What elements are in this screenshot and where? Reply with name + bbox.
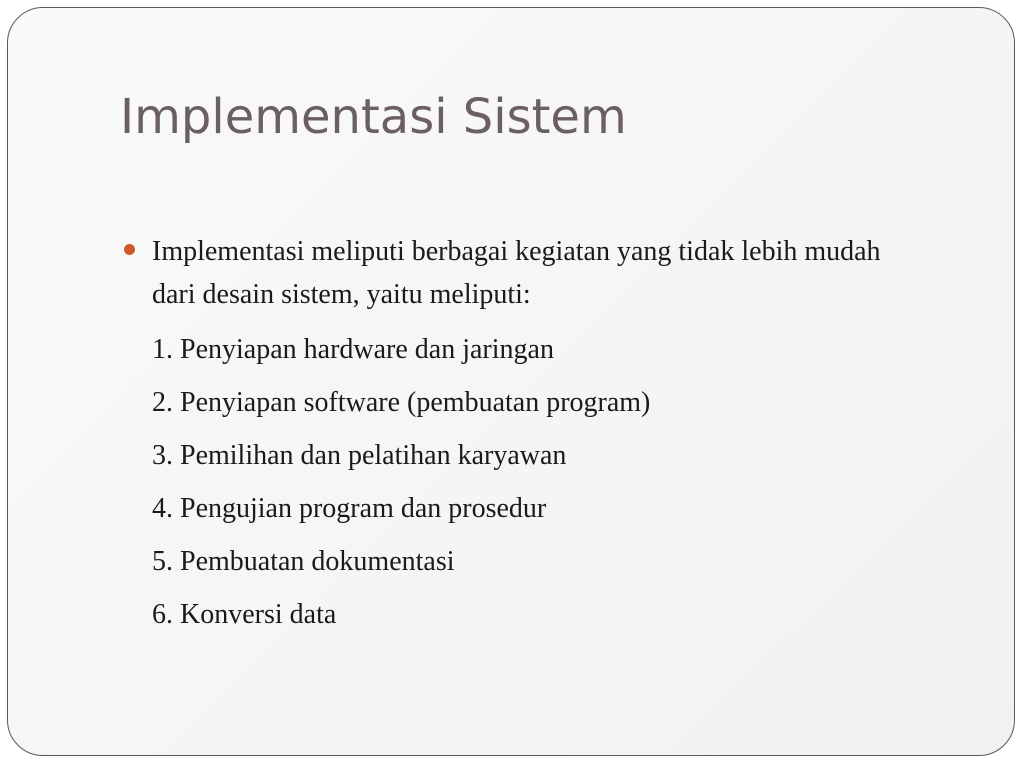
slide (7, 7, 1015, 756)
slide-title: Implementasi Sistem (120, 89, 627, 145)
list-item: 5. Pembuatan dokumentasi (152, 546, 455, 577)
list-item: 3. Pemilihan dan pelatihan karyawan (152, 440, 567, 471)
list-item: 2. Penyiapan software (pembuatan program) (152, 387, 651, 418)
numbered-list (152, 323, 650, 641)
list-item: 6. Konversi data (152, 599, 337, 630)
list-item: 4. Pengujian program dan prosedur (152, 493, 547, 524)
list-item: 1. Penyiapan hardware dan jaringan (152, 334, 554, 365)
bullet-text: Implementasi meliputi berbagai kegiatan yang tidak lebih mudah dari desain sistem, yaitu meliputi: (152, 236, 881, 310)
bullet-icon (124, 244, 135, 255)
